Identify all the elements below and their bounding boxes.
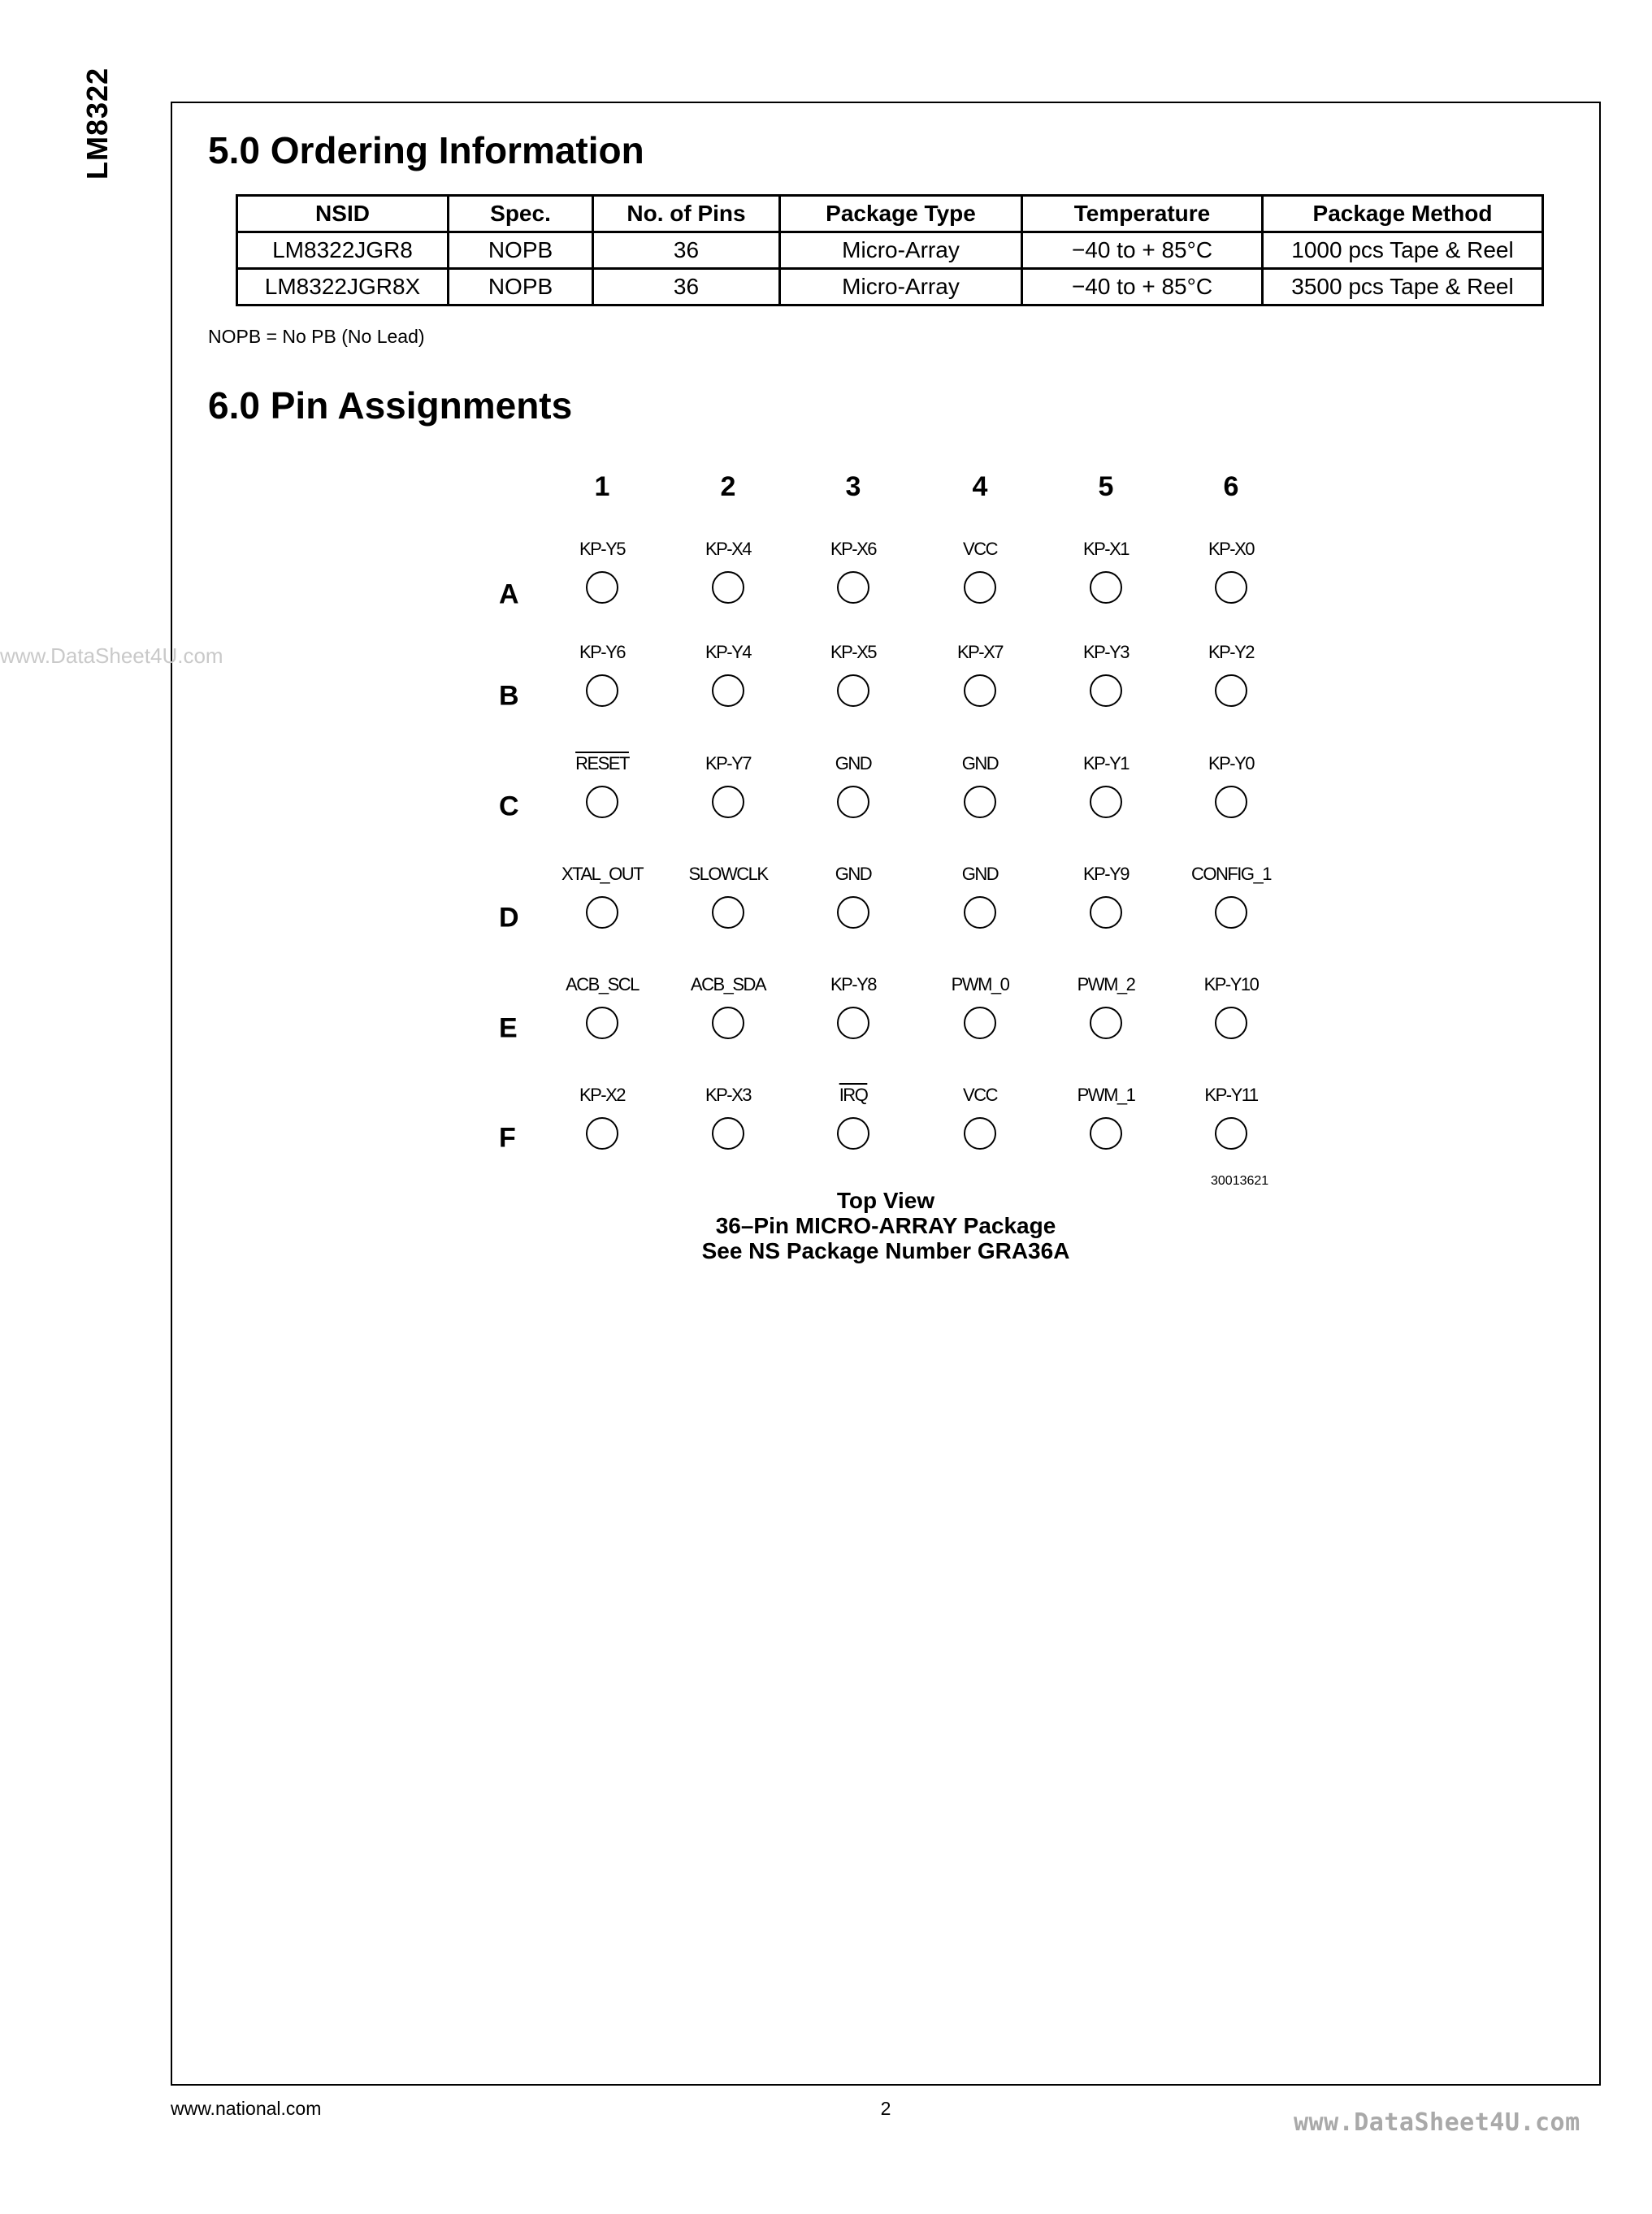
pin-label: KP-X0 (1208, 539, 1255, 559)
pin-label: KP-Y9 (1082, 864, 1130, 884)
pin-label: RESET (575, 753, 629, 773)
pin-label: SLOWCLK (688, 864, 768, 884)
cell-spec: NOPB (449, 269, 593, 305)
pin-label: PWM_2 (1077, 974, 1135, 994)
pin-circle (964, 1007, 996, 1039)
pin-label: GND (961, 864, 999, 884)
pin-circle (837, 571, 869, 604)
pin-label: KP-X4 (705, 539, 752, 559)
cell-no-of-pins: 36 (593, 269, 780, 305)
pin-circle (837, 1007, 869, 1039)
row-letter: D (499, 902, 519, 934)
pin-circle (964, 896, 996, 929)
table-row (237, 269, 1543, 305)
pin-circle (712, 674, 744, 707)
column-number: 1 (594, 471, 610, 502)
pin-circle (964, 1117, 996, 1150)
pin-label: KP-Y2 (1208, 642, 1255, 662)
watermark-right: www.DataSheet4U.com (1294, 2108, 1580, 2137)
pin-circle (586, 1117, 618, 1150)
row-letter: F (499, 1122, 516, 1154)
pin-label: KP-X5 (830, 642, 877, 662)
cell-spec: NOPB (449, 232, 593, 269)
cell-package-method: 3500 pcs Tape & Reel (1263, 269, 1543, 305)
pin-circle (1215, 674, 1247, 707)
header-package-type: Package Type (780, 196, 1022, 232)
pin-label: KP-X3 (705, 1085, 752, 1105)
pin-circle (1215, 1117, 1247, 1150)
part-number-side-label: LM8322 (80, 67, 114, 180)
pin-circle (712, 786, 744, 818)
pin-label: PWM_1 (1077, 1085, 1135, 1105)
pin-circle (712, 571, 744, 604)
pin-circle (586, 674, 618, 707)
pin-circle (964, 674, 996, 707)
watermark-left: www.DataSheet4U.com (0, 643, 223, 668)
pin-label: KP-Y4 (705, 642, 752, 662)
pin-circle (1090, 786, 1122, 818)
pin-label: KP-Y1 (1082, 753, 1130, 773)
pin-circle (837, 786, 869, 818)
cell-package-type: Micro-Array (780, 269, 1022, 305)
pin-circle (1215, 1007, 1247, 1039)
pin-label: KP-Y5 (579, 539, 626, 559)
pin-label: ACB_SCL (566, 974, 639, 994)
pin-label: KP-Y10 (1203, 974, 1259, 994)
page-number: 2 (880, 2098, 891, 2119)
pin-label: KP-Y0 (1208, 753, 1255, 773)
row-letter: A (499, 578, 519, 610)
pin-label: ACB_SDA (690, 974, 766, 994)
figure-id: 30013621 (1211, 1174, 1269, 1188)
pin-label: KP-Y8 (830, 974, 877, 994)
cell-temperature: −40 to + 85°C (1022, 269, 1263, 305)
pin-circle (1090, 1117, 1122, 1150)
pin-label: GND (835, 753, 872, 773)
pin-circle (837, 896, 869, 929)
ordering-table (236, 194, 1544, 306)
cell-temperature: −40 to + 85°C (1022, 232, 1263, 269)
pin-circle (1090, 674, 1122, 707)
pin-circle (586, 786, 618, 818)
pin-circle (586, 896, 618, 929)
cell-package-method: 1000 pcs Tape & Reel (1263, 232, 1543, 269)
cell-no-of-pins: 36 (593, 232, 780, 269)
pin-circle (712, 1007, 744, 1039)
figure-caption-package: 36–Pin MICRO-ARRAY Package (715, 1213, 1056, 1238)
header-package-method: Package Method (1263, 196, 1543, 232)
pin-circle (1215, 786, 1247, 818)
figure-caption-view: Top View (836, 1188, 935, 1213)
pin-label: PWM_0 (951, 974, 1009, 994)
pin-label: KP-X6 (830, 539, 877, 559)
pin-label: KP-Y11 (1204, 1085, 1258, 1105)
header-nsid: NSID (237, 196, 449, 232)
pin-circle (712, 1117, 744, 1150)
pin-label: KP-Y3 (1082, 642, 1130, 662)
pin-circle (712, 896, 744, 929)
table-row (237, 232, 1543, 269)
cell-nsid: LM8322JGR8 (237, 232, 449, 269)
pin-circle (1090, 571, 1122, 604)
column-number: 6 (1223, 471, 1239, 502)
pin-circle (586, 1007, 618, 1039)
pin-label: KP-Y7 (705, 753, 752, 773)
pin-circle (964, 571, 996, 604)
cell-nsid: LM8322JGR8X (237, 269, 449, 305)
ordering-section-title: 5.0 Ordering Information (208, 129, 644, 171)
pin-assignments-section-title: 6.0 Pin Assignments (208, 384, 573, 427)
figure-caption-package-number: See NS Package Number GRA36A (701, 1238, 1070, 1263)
pin-label: GND (961, 753, 999, 773)
ordering-table-note: NOPB = No PB (No Lead) (208, 326, 425, 347)
pin-circle (1215, 896, 1247, 929)
pin-circle (586, 571, 618, 604)
pin-circle (1215, 571, 1247, 604)
pin-circle (837, 674, 869, 707)
row-letter: B (499, 680, 519, 712)
pin-label: VCC (963, 1085, 997, 1105)
header-temperature: Temperature (1022, 196, 1263, 232)
pin-circle (837, 1117, 869, 1150)
pin-label: KP-X2 (579, 1085, 626, 1105)
column-number: 4 (972, 471, 988, 502)
row-letter: C (499, 791, 519, 822)
footer-url[interactable]: www.national.com (171, 2098, 322, 2119)
header-spec: Spec. (449, 196, 593, 232)
pin-label: KP-X7 (956, 642, 1004, 662)
pin-label: KP-X1 (1082, 539, 1130, 559)
header-no-of-pins: No. of Pins (593, 196, 780, 232)
pin-label: GND (835, 864, 872, 884)
column-number: 3 (845, 471, 861, 502)
pin-circle (964, 786, 996, 818)
pin-label: XTAL_OUT (561, 864, 644, 884)
cell-package-type: Micro-Array (780, 232, 1022, 269)
pin-label: $\overline{IRQ}$ (839, 1085, 868, 1105)
column-number: 2 (720, 471, 736, 502)
row-letter: E (499, 1012, 518, 1044)
pin-circle (1090, 1007, 1122, 1039)
pin-circle (1090, 896, 1122, 929)
pin-label: KP-Y6 (579, 642, 626, 662)
column-number: 5 (1098, 471, 1114, 502)
ordering-table-header-row (237, 196, 1543, 232)
pin-label: CONFIG_1 (1190, 864, 1272, 884)
pin-label: VCC (963, 539, 997, 559)
